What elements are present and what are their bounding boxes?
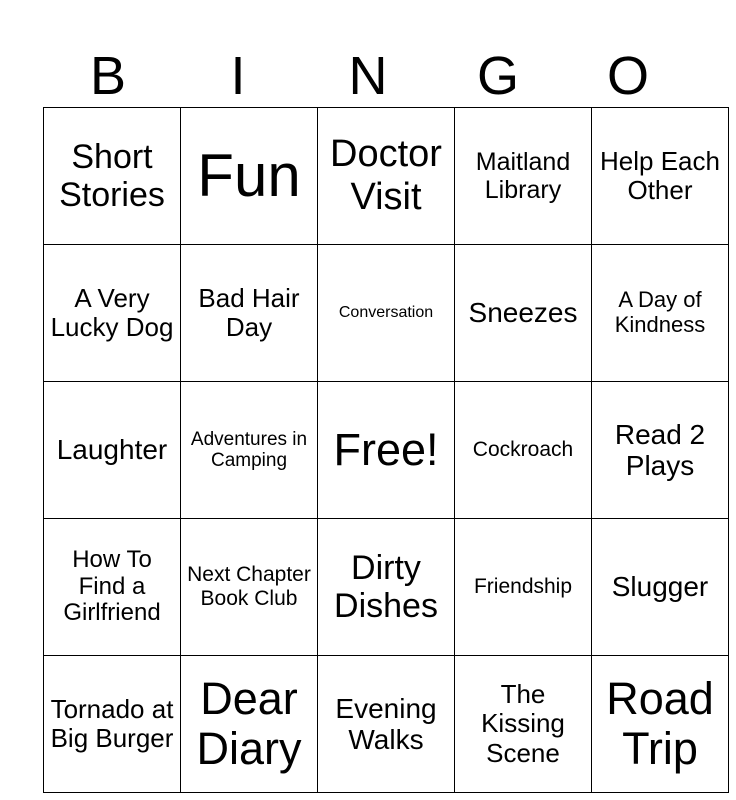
bingo-cell[interactable]: Cockroach — [455, 382, 592, 519]
header-letter-i: I — [230, 46, 246, 106]
bingo-cell[interactable]: Conversation — [318, 245, 455, 382]
bingo-cell[interactable]: Help Each Other — [592, 108, 729, 245]
bingo-cell[interactable]: How To Find a Girlfriend — [44, 519, 181, 656]
board-row — [44, 108, 729, 245]
bingo-cell[interactable]: A Day of Kindness — [592, 245, 729, 382]
bingo-cell[interactable]: Adventures in Camping — [181, 382, 318, 519]
header-letter-b: B — [89, 46, 127, 106]
board-row — [44, 245, 729, 382]
bingo-cell[interactable]: Bad Hair Day — [181, 245, 318, 382]
header-letter-n: N — [348, 46, 388, 106]
header-letter-g: G — [476, 46, 519, 106]
bingo-cell[interactable]: The Kissing Scene — [455, 656, 592, 793]
bingo-cell[interactable]: A Very Lucky Dog — [44, 245, 181, 382]
bingo-cell[interactable]: Maitland Library — [455, 108, 592, 245]
board-row — [44, 656, 729, 793]
board-row — [44, 382, 729, 519]
bingo-cell[interactable]: Read 2 Plays — [592, 382, 729, 519]
bingo-board — [43, 107, 729, 793]
bingo-cell[interactable]: Next Chapter Book Club — [181, 519, 318, 656]
bingo-cell[interactable]: Doctor Visit — [318, 108, 455, 245]
bingo-cell[interactable]: Short Stories — [44, 108, 181, 245]
header-letter-o: O — [606, 46, 649, 106]
bingo-cell[interactable]: Fun — [181, 108, 318, 245]
bingo-cell[interactable]: Evening Walks — [318, 656, 455, 793]
bingo-cell[interactable]: Tornado at Big Burger — [44, 656, 181, 793]
board-row — [44, 519, 729, 656]
free-space[interactable]: Free! — [318, 382, 455, 519]
bingo-cell[interactable]: Dear Diary — [181, 656, 318, 793]
bingo-cell[interactable]: Road Trip — [592, 656, 729, 793]
bingo-cell[interactable]: Sneezes — [455, 245, 592, 382]
bingo-cell[interactable]: Slugger — [592, 519, 729, 656]
bingo-cell[interactable]: Friendship — [455, 519, 592, 656]
bingo-header — [43, 46, 693, 106]
bingo-cell[interactable]: Dirty Dishes — [318, 519, 455, 656]
bingo-cell[interactable]: Laughter — [44, 382, 181, 519]
